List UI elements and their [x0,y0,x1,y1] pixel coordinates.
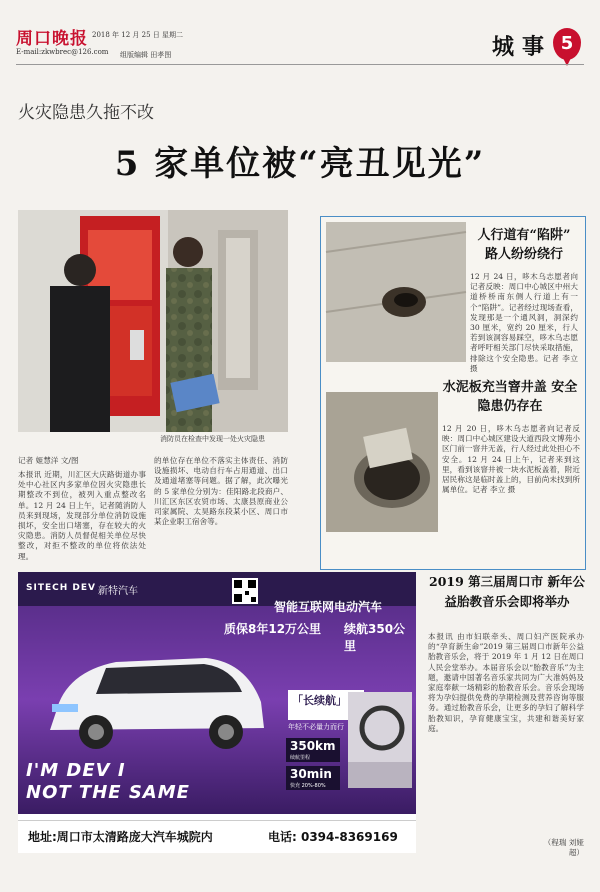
ad-brand: SITECH DEV [26,583,96,593]
car-illustration [36,632,276,752]
car-interior-photo [348,692,412,788]
ad-brand-cn: 新特汽车 [98,586,138,597]
qr-code-icon [232,578,258,604]
ad-english1: I'M DEV I [26,760,126,781]
ad-warranty: 质保8年12万公里 [224,622,322,636]
page-number-badge: 5 [553,28,581,60]
ad-slogan: 智能互联网电动汽车 [274,600,383,614]
fire-inspection-illustration [18,210,288,432]
main-headline: 5 家单位被“亮丑见光” [114,144,486,184]
ad-tag2: 年轻不必量力而行 [288,723,344,731]
ad-spec1-label: 续航里程 [290,755,311,761]
ad-spec2-value: 30min [290,767,332,781]
newspaper-logo: 周口晚报 [16,29,88,49]
ad-tag1: 「长续航」 [292,694,347,707]
manhole-photo [326,392,438,532]
sidebar-story1-headline: 人行道有“陷阱” 路人纷纷绕行 [477,228,571,262]
ad-phone: 电话: 0394-8369169 [268,830,398,844]
story-kicker: 火灾隐患久拖不改 [18,103,154,123]
sidebar-story2-headline: 水泥板充当窨井盖 安全隐患仍存在 [442,380,578,414]
contact-email: E-mail:zkwbrec@126.com [16,48,109,56]
header-divider [16,64,584,65]
sidebar-story1-body: 12 月 24 日，哆木乌志愿者向记者反映：周口中心城区中州大道桥桥南东侧人行道上有一个“陷阱”。记者经过现场查看，发现那是一个通风洞，洞深约 30 厘米，宽约 20 厘米，行人若到该洞容易踩空，哆木乌志愿者呼吁相关部门尽快采取措施，排除这个安全隐患。记者 李立 摄 [470,272,578,373]
sidebar-story2-body: 12 月 20 日，哆木乌志愿者向记者反映：周口中心城区建设大道西段文博苑小区门前一窨井无盖，行人经过此处担心不安全。12 月 24 日上午，记者来到这里，看到该窨井被一块水泥板盖着，附近居民称这是临时盖上的，目前尚未找到所属单位。记者 李立 摄 [442,424,580,495]
manhole-illustration [326,392,438,532]
concert-body: 本报讯 由市妇联牵头、周口妇产医院承办的“孕育新生命”2019 第三届周口市新年公益胎教音乐会，将于 2019 年 1 月 12 日在周口人民会堂举办。本届音乐会以“胎教音乐”为主题，邀请中国著名音乐家共同为广大准妈妈及家庭奉献一场精彩的胎教音乐会。音乐会现场将为孕妇提供免费的孕期检测及营养咨询等服务。通过胎教音乐会，让更多的孕妇了解科学胎教知识，孕育健康宝宝，共建和谐美好家庭。 [428,632,584,733]
editor-credit: 组版编辑 田孝图 [120,51,172,59]
lead-body-right: 的单位存在单位不落实主体责任、消防设施损坏、电动自行车占用通道、出口及通道堵塞等问题。据了解，此次曝光的 5 家单位分别为：佳阳路北段商户、川汇区东区农贸市场、太康县原商业公司家属院、太昊路东段某小区、周口市某企业职工宿舍等。 [154,456,288,527]
byline: 记者 姬慧洋 文/图 [18,456,79,465]
ad-spec1-value: 350km [290,739,336,753]
concert-headline: 2019 第三届周口市 新年公益胎教音乐会即将举办 [429,574,585,609]
car-advertisement [18,572,416,852]
lead-photo [18,210,288,432]
concert-credit: （程瑞 刘娅超） [543,838,584,858]
pothole-photo [326,222,466,362]
ad-range: 续航350公里 [344,622,406,653]
photo-caption: 消防员在检查中发现一处火灾隐患 [160,435,265,443]
lead-body-left: 本报讯 近期，川汇区大庆路街道办事处中心社区内多家单位因火灾隐患长期整改不到位，被列入重点整改名单。12 月 24 日上午，记者随消防人员来到现场，发现部分单位消防设施损坏，安全出口堵塞，存在较大的火灾隐患。消防人员督促相关单位尽快整改，对拒不整改的单位将依法处理。 [18,470,146,561]
ad-spec2-label: 快充 20%-80% [290,783,326,789]
ad-address: 地址:周口市太清路庞大汽车城院内 [28,830,213,844]
ad-english2: NOT THE SAME [26,782,190,803]
issue-date: 2018 年 12 月 25 日 星期二 [92,31,183,39]
section-title: 城事 [492,34,553,60]
pothole-illustration [326,222,466,362]
